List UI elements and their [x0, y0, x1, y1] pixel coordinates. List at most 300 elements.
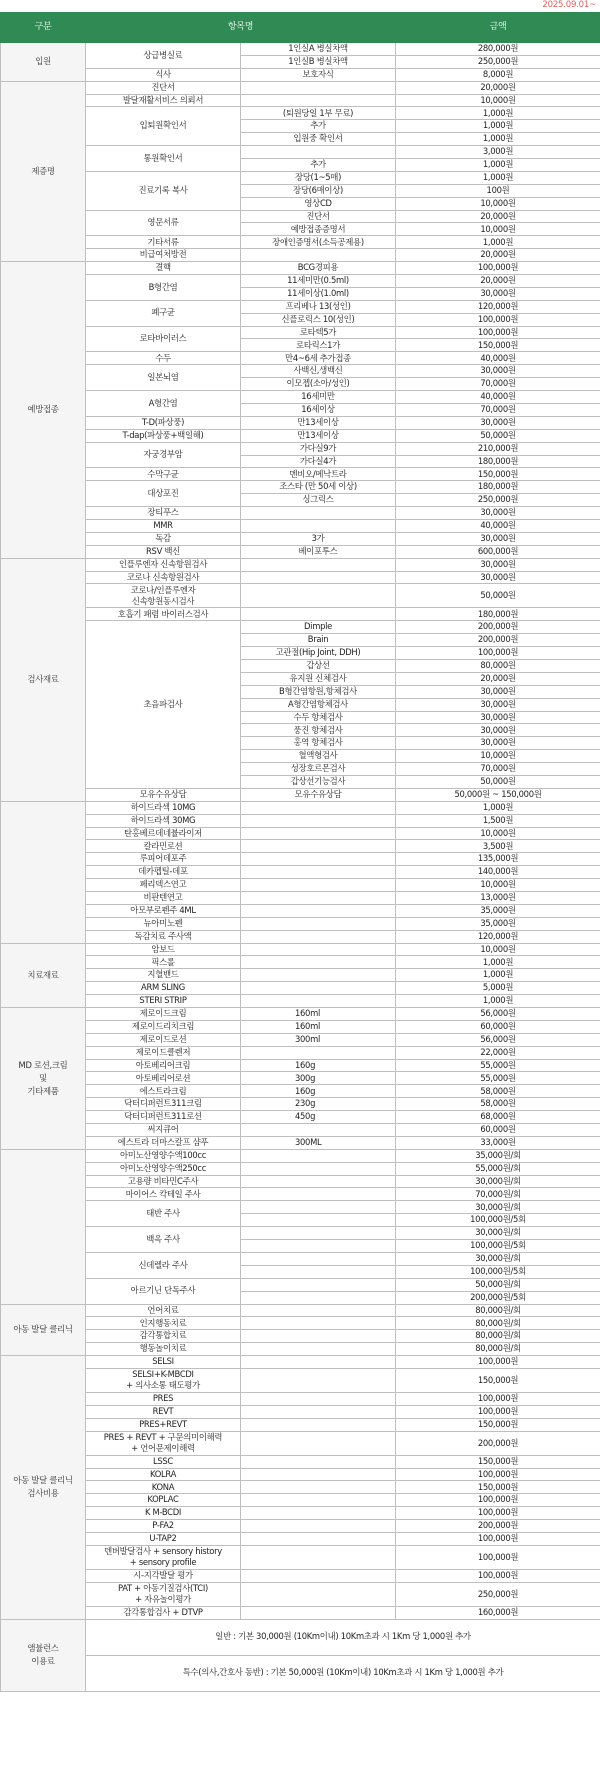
item-amount: 30,000원: [396, 507, 600, 520]
item-amount: 30,000원: [396, 558, 600, 571]
table-header: [1, 13, 600, 43]
item-amount: 50,000원: [396, 429, 600, 442]
effective-date: 2025.09.01~: [542, 0, 596, 10]
item-detail: [241, 1304, 396, 1317]
ambulance-fee: 일반 : 기본 30,000원 (10Km이내) 10Km초과 시 1Km 당 1,000원 추가: [86, 1619, 600, 1655]
item-detail: 갑상선기능검사: [241, 775, 396, 788]
item-amount: 200,000원/5회: [396, 1291, 600, 1304]
item-amount: 10,000원: [396, 879, 600, 892]
item-name: B형간염: [86, 275, 241, 301]
table-row: [1, 1072, 600, 1085]
item-name: 독감치료 주사액: [86, 930, 241, 943]
item-amount: 20,000원: [396, 275, 600, 288]
item-detail: [241, 904, 396, 917]
item-name: 아미노산영양수액100cc: [86, 1149, 241, 1162]
item-amount: 35,000원: [396, 904, 600, 917]
item-detail: 풍진 항체검사: [241, 724, 396, 737]
item-name: 호흡기 패렴 바이러스검사: [86, 608, 241, 621]
table-row: [1, 621, 600, 634]
item-name: 고용량 비타민C주사: [86, 1175, 241, 1188]
header-amount: 금액: [396, 13, 600, 43]
item-name: 폐구균: [86, 300, 241, 326]
item-amount: 1,000원: [396, 120, 600, 133]
item-amount: 33,000원: [396, 1136, 600, 1149]
item-amount: 8,000원: [396, 68, 600, 81]
item-detail: [241, 1175, 396, 1188]
item-name: KOPLAC: [86, 1494, 241, 1507]
table-row: [1, 943, 600, 956]
item-name: 인지행동치료: [86, 1317, 241, 1330]
item-name: REVT: [86, 1405, 241, 1418]
item-detail: [241, 249, 396, 262]
table-row: [1, 171, 600, 184]
item-amount: 100,000원: [396, 1569, 600, 1582]
item-amount: 30,000원: [396, 698, 600, 711]
item-detail: [241, 827, 396, 840]
item-name: 픽스롤: [86, 956, 241, 969]
item-amount: 80,000원/회: [396, 1304, 600, 1317]
item-amount: 30,000원: [396, 724, 600, 737]
item-amount: 50,000원: [396, 584, 600, 608]
category-cell: 아동 발달 클리닉 검사비용: [1, 1356, 86, 1620]
table-row: [1, 827, 600, 840]
item-name: 대상포진: [86, 481, 241, 507]
table-row: [1, 1455, 600, 1468]
item-amount: 1,000원: [396, 133, 600, 146]
item-detail: 영상CD: [241, 197, 396, 210]
table-row: [1, 995, 600, 1008]
category-cell: 제증명: [1, 81, 86, 261]
item-detail: [241, 917, 396, 930]
item-detail: [241, 1405, 396, 1418]
item-name: 인플루엔자 신속항원검사: [86, 558, 241, 571]
item-amount: 70,000원: [396, 403, 600, 416]
item-detail: 싱그릭스: [241, 494, 396, 507]
table-row: [1, 814, 600, 827]
table-row: [1, 43, 600, 56]
item-name: 에스트라 더마스칼프 샴푸: [86, 1136, 241, 1149]
item-amount: 180,000원: [396, 608, 600, 621]
item-amount: 250,000원: [396, 494, 600, 507]
item-detail: 멘비오/메낙트라: [241, 468, 396, 481]
category-cell: MD 로션,크림 및 기타제품: [1, 1008, 86, 1150]
table-row: [1, 1008, 600, 1021]
table-row: [1, 236, 600, 249]
item-amount: 150,000원: [396, 1368, 600, 1392]
item-amount: 58,000원: [396, 1085, 600, 1098]
item-detail: 장애인증명서(소득공제용): [241, 236, 396, 249]
item-amount: 20,000원: [396, 672, 600, 685]
item-amount: 55,000원: [396, 1059, 600, 1072]
item-name: 진료기록 복사: [86, 171, 241, 210]
item-amount: 100,000원: [396, 647, 600, 660]
item-name: 비급여처방전: [86, 249, 241, 262]
item-detail: [241, 1606, 396, 1619]
category-cell: 검사재료: [1, 558, 86, 801]
category-cell: 아동 발달 클리닉: [1, 1304, 86, 1356]
item-detail: [241, 1214, 396, 1227]
item-amount: 30,000원: [396, 711, 600, 724]
item-amount: 150,000원: [396, 1455, 600, 1468]
item-amount: 58,000원: [396, 1098, 600, 1111]
item-detail: Brain: [241, 634, 396, 647]
table-row: [1, 1252, 600, 1265]
item-amount: 150,000원: [396, 468, 600, 481]
item-detail: [241, 1227, 396, 1240]
table-row: [1, 969, 600, 982]
table-row: [1, 840, 600, 853]
item-detail: 300ml: [241, 1033, 396, 1046]
item-name: 통원확인서: [86, 146, 241, 172]
item-name: 루피어데포주: [86, 853, 241, 866]
item-name: 입퇴원확인서: [86, 107, 241, 146]
item-amount: 100,000원: [396, 1468, 600, 1481]
table-row: [1, 1507, 600, 1520]
item-amount: 50,000원/회: [396, 1278, 600, 1291]
item-name: 수두: [86, 352, 241, 365]
table-row: [1, 1085, 600, 1098]
item-name: 닥터디퍼런트311로션: [86, 1111, 241, 1124]
item-detail: [241, 995, 396, 1008]
item-amount: 135,000원: [396, 853, 600, 866]
item-amount: 1,500원: [396, 814, 600, 827]
item-amount: 100,000원: [396, 313, 600, 326]
item-amount: 250,000원: [396, 55, 600, 68]
item-name: MMR: [86, 519, 241, 532]
item-detail: 프리베나 13(성인): [241, 300, 396, 313]
item-amount: 100,000원: [396, 1545, 600, 1569]
table-row: [1, 1278, 600, 1291]
item-amount: 70,000원: [396, 378, 600, 391]
item-detail: [241, 853, 396, 866]
item-detail: B형간염항원,항체검사: [241, 685, 396, 698]
item-detail: [241, 892, 396, 905]
item-detail: 만13세이상: [241, 416, 396, 429]
item-name: 암보드: [86, 943, 241, 956]
item-amount: 40,000원: [396, 352, 600, 365]
item-detail: [241, 1149, 396, 1162]
item-amount: 80,000원/회: [396, 1343, 600, 1356]
item-name: PAT + 아동기질검사(TCI) + 자유놀이평가: [86, 1582, 241, 1606]
item-detail: 11세미만(0.5ml): [241, 275, 396, 288]
item-amount: 56,000원: [396, 1008, 600, 1021]
table-row: [1, 1227, 600, 1240]
table-row: [1, 1059, 600, 1072]
item-amount: 10,000원: [396, 750, 600, 763]
item-detail: 300ML: [241, 1136, 396, 1149]
item-detail: 만4~6세 추가접종: [241, 352, 396, 365]
item-name: T-D(파상풍): [86, 416, 241, 429]
table-row: [1, 1405, 600, 1418]
item-detail: [241, 1520, 396, 1533]
table-row: [1, 1418, 600, 1431]
item-name: 마이어스 칵테일 주사: [86, 1188, 241, 1201]
item-name: 행동놀이치료: [86, 1343, 241, 1356]
item-amount: 100,000원/5회: [396, 1265, 600, 1278]
item-name: 발달재활서비스 의뢰서: [86, 94, 241, 107]
item-detail: [241, 608, 396, 621]
table-row: [1, 352, 600, 365]
item-detail: [241, 1343, 396, 1356]
item-detail: 가다실9가: [241, 442, 396, 455]
item-detail: [241, 1278, 396, 1291]
item-name: KONA: [86, 1481, 241, 1494]
item-name: 제로이드리치크림: [86, 1020, 241, 1033]
item-detail: 모유수유상담: [241, 788, 396, 801]
item-amount: 40,000원: [396, 519, 600, 532]
item-name: 태반 주사: [86, 1201, 241, 1227]
item-detail: [241, 1418, 396, 1431]
item-detail: [241, 1431, 396, 1455]
item-detail: BCG경피용: [241, 262, 396, 275]
item-detail: 갑상선: [241, 659, 396, 672]
table-row: [1, 558, 600, 571]
item-amount: 280,000원: [396, 43, 600, 56]
item-name: 독감: [86, 532, 241, 545]
item-detail: 추가: [241, 159, 396, 172]
item-detail: [241, 558, 396, 571]
item-detail: [241, 1507, 396, 1520]
item-amount: 20,000원: [396, 210, 600, 223]
table-row: [1, 1033, 600, 1046]
item-detail: [241, 1291, 396, 1304]
item-amount: 10,000원: [396, 223, 600, 236]
item-detail: [241, 1532, 396, 1545]
item-name: ARM SLING: [86, 982, 241, 995]
table-row: [1, 481, 600, 494]
item-amount: 160,000원: [396, 1606, 600, 1619]
item-name: 데카펩틸-데포: [86, 866, 241, 879]
item-detail: [241, 81, 396, 94]
item-detail: 장당(1~5매): [241, 171, 396, 184]
item-amount: 3,500원: [396, 840, 600, 853]
table-row: [1, 442, 600, 455]
table-row: [1, 982, 600, 995]
item-detail: (퇴원당일 1부 무료): [241, 107, 396, 120]
table-row: [1, 1304, 600, 1317]
item-amount: 55,000원/회: [396, 1162, 600, 1175]
item-name: 아토베리어로션: [86, 1072, 241, 1085]
item-detail: [241, 1569, 396, 1582]
item-detail: [241, 1582, 396, 1606]
item-amount: 100,000원: [396, 1356, 600, 1369]
table-row: [1, 532, 600, 545]
item-detail: 1인실B 병실차액: [241, 55, 396, 68]
item-name: 닥터디퍼런트311크림: [86, 1098, 241, 1111]
item-name: 로타바이러스: [86, 326, 241, 352]
item-detail: [241, 1201, 396, 1214]
item-detail: [241, 1368, 396, 1392]
item-amount: 20,000원: [396, 81, 600, 94]
table-row: [1, 1201, 600, 1214]
item-name: 덴버발달검사 + sensory history + sensory profile: [86, 1545, 241, 1569]
item-detail: [241, 969, 396, 982]
item-detail: [241, 1046, 396, 1059]
item-amount: 30,000원: [396, 685, 600, 698]
item-detail: 160ml: [241, 1008, 396, 1021]
item-name: 아모부로펜주 4ML: [86, 904, 241, 917]
item-amount: 100,000원: [396, 1507, 600, 1520]
item-amount: 10,000원: [396, 943, 600, 956]
item-name: 진단서: [86, 81, 241, 94]
item-name: 감각통합검사 + DTVP: [86, 1606, 241, 1619]
item-detail: [241, 1455, 396, 1468]
item-amount: 100,000원: [396, 1532, 600, 1545]
table-row: [1, 429, 600, 442]
item-detail: [241, 840, 396, 853]
item-detail: [241, 146, 396, 159]
item-amount: 60,000원: [396, 1020, 600, 1033]
item-detail: 수두 항체검사: [241, 711, 396, 724]
item-name: 하이드라섹 30MG: [86, 814, 241, 827]
item-amount: 60,000원: [396, 1124, 600, 1137]
item-name: 일본뇌염: [86, 365, 241, 391]
category-cell: [1, 1149, 86, 1304]
table-row: [1, 391, 600, 404]
item-detail: 3가: [241, 532, 396, 545]
item-detail: [241, 1240, 396, 1253]
table-row: [1, 1149, 600, 1162]
item-detail: [241, 507, 396, 520]
table-row: [1, 1356, 600, 1369]
item-name: 칼라민로션: [86, 840, 241, 853]
item-detail: 보호자식: [241, 68, 396, 81]
item-detail: 고관절(Hip Joint, DDH): [241, 647, 396, 660]
item-name: 상급병실료: [86, 43, 241, 69]
item-detail: 혈액형검사: [241, 750, 396, 763]
item-amount: 35,000원: [396, 917, 600, 930]
table-row: [1, 866, 600, 879]
item-name: 자궁경부암: [86, 442, 241, 468]
item-detail: 베이포투스: [241, 545, 396, 558]
item-name: 영문서류: [86, 210, 241, 236]
item-detail: 진단서: [241, 210, 396, 223]
table-row: [1, 956, 600, 969]
item-amount: 200,000원: [396, 621, 600, 634]
item-amount: 35,000원/회: [396, 1149, 600, 1162]
table-row: [1, 853, 600, 866]
table-row: [1, 1317, 600, 1330]
table-row: [1, 545, 600, 558]
table-row: [1, 571, 600, 584]
item-amount: 100,000원: [396, 1494, 600, 1507]
table-row: [1, 1532, 600, 1545]
table-row: [1, 81, 600, 94]
category-cell: 입원: [1, 43, 86, 82]
item-amount: 200,000원: [396, 1431, 600, 1455]
table-row: [1, 262, 600, 275]
item-amount: 1,000원: [396, 969, 600, 982]
item-name: 시-지각발달 평가: [86, 1569, 241, 1582]
category-cell: [1, 801, 86, 943]
item-detail: [241, 1265, 396, 1278]
table-row: [1, 1343, 600, 1356]
item-detail: [241, 866, 396, 879]
table-row: [1, 608, 600, 621]
table-row: [1, 1368, 600, 1392]
item-amount: 100,000원: [396, 1405, 600, 1418]
item-detail: 11세이상(1.0ml): [241, 287, 396, 300]
item-amount: 1,000원: [396, 159, 600, 172]
item-amount: 10,000원: [396, 197, 600, 210]
table-row: [1, 1468, 600, 1481]
item-amount: 13,000원: [396, 892, 600, 905]
item-name: SELSI+K-MBCDI + 의사소통 태도평가: [86, 1368, 241, 1392]
item-name: 기타서류: [86, 236, 241, 249]
table-row: [1, 1136, 600, 1149]
item-detail: 160g: [241, 1059, 396, 1072]
item-amount: 5,000원: [396, 982, 600, 995]
item-name: 초음파검사: [86, 621, 241, 789]
item-detail: [241, 519, 396, 532]
ambulance-row: [1, 1655, 600, 1691]
item-amount: 100,000원: [396, 262, 600, 275]
item-detail: [241, 1494, 396, 1507]
item-amount: 1,000원: [396, 107, 600, 120]
item-name: 탄홍베르데네뷸라이저: [86, 827, 241, 840]
item-name: 써지큐어: [86, 1124, 241, 1137]
ambulance-fee: 특수(의사,간호사 동반) : 기본 50,000원 (10Km이내) 10Km초과 시 1Km 당 1,000원 추가: [86, 1655, 600, 1691]
item-name: 모유수유상담: [86, 788, 241, 801]
item-amount: 10,000원: [396, 94, 600, 107]
item-detail: [241, 571, 396, 584]
item-detail: 만13세이상: [241, 429, 396, 442]
item-amount: 1,000원: [396, 236, 600, 249]
item-detail: 사백신,생백신: [241, 365, 396, 378]
item-name: P-FA2: [86, 1520, 241, 1533]
item-detail: 성장호르몬검사: [241, 763, 396, 776]
table-row: [1, 917, 600, 930]
table-row: [1, 146, 600, 159]
item-name: 제로이드로션: [86, 1033, 241, 1046]
table-row: [1, 1392, 600, 1405]
item-detail: [241, 1356, 396, 1369]
item-name: 아미노산영양수액250cc: [86, 1162, 241, 1175]
table-row: [1, 1175, 600, 1188]
table-row: [1, 326, 600, 339]
table-row: [1, 1494, 600, 1507]
item-amount: 40,000원: [396, 391, 600, 404]
item-amount: 200,000원: [396, 1520, 600, 1533]
item-name: 제로이드크림: [86, 1008, 241, 1021]
table-row: [1, 1188, 600, 1201]
category-cell: 예방접종: [1, 262, 86, 558]
table-row: [1, 94, 600, 107]
item-amount: 50,000원: [396, 775, 600, 788]
item-name: 코로나 신속항원검사: [86, 571, 241, 584]
item-amount: 150,000원: [396, 339, 600, 352]
item-name: 백옥 주사: [86, 1227, 241, 1253]
item-amount: 22,000원: [396, 1046, 600, 1059]
table-row: [1, 249, 600, 262]
table-row: [1, 300, 600, 313]
table-row: [1, 468, 600, 481]
item-amount: 140,000원: [396, 866, 600, 879]
item-detail: 16세이상: [241, 403, 396, 416]
item-name: 아토베리어크림: [86, 1059, 241, 1072]
item-amount: 1,000원: [396, 801, 600, 814]
item-detail: 조스타 (만 50세 이상): [241, 481, 396, 494]
item-detail: [241, 1392, 396, 1405]
item-detail: 홍역 항체검사: [241, 737, 396, 750]
item-amount: 80,000원/회: [396, 1317, 600, 1330]
table-row: [1, 275, 600, 288]
item-name: KOLRA: [86, 1468, 241, 1481]
item-name: SELSI: [86, 1356, 241, 1369]
item-detail: [241, 982, 396, 995]
item-amount: 30,000원: [396, 571, 600, 584]
item-amount: 100,000원: [396, 1392, 600, 1405]
